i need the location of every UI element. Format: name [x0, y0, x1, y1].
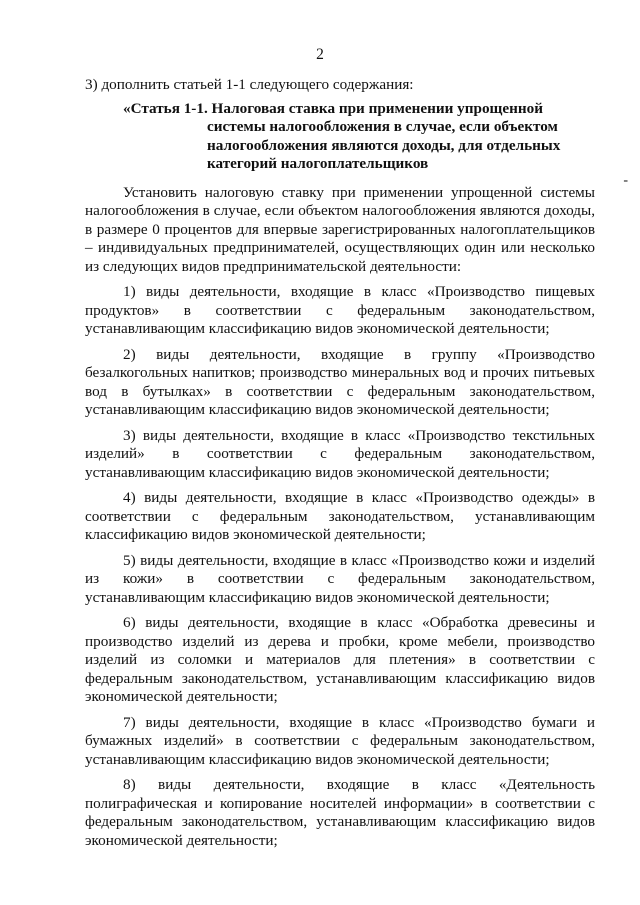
intro-line: 3) дополнить статьей 1-1 следующего содержания: — [85, 76, 414, 93]
list-item: 4) виды деятельности, входящие в класс «Производство одежды» в соответствии с федеральным законодательством, устанавливающим классификацию видов экономической деятельности; — [85, 489, 595, 543]
article-heading — [85, 100, 595, 174]
list-item: 3) виды деятельности, входящие в класс «Производство текстильных изделий» в соответствии с федеральным законодательством, устанавливающим классификацию видов экономической деятельности; — [85, 426, 595, 481]
list-item: 6) виды деятельности, входящие в класс «Обработка древесины и производство изделий из дерева и пробки, кроме мебели, производство изделий из соломки и материалов для плетения» в соответствии с федеральным законодательством, устанавливающим классификацию видов экономической деятельности; — [85, 614, 595, 705]
article-heading-rest: системы налогообложения в случае, если объектом налогообложения являются доходы, для отдельных категорий налогоплательщиков — [207, 118, 561, 172]
article-heading-line1: «Статья 1-1. Налоговая ставка при применении упрощенной — [123, 99, 543, 117]
main-paragraph: Установить налоговую ставку при применении упрощенной системы налогообложения в случае, если объектом налогообложения являются доходы, в размере 0 процентов для впервые зарегистрированных налогоплательщиков – индивидуальных предпринимателей, осуществляющих один или несколько из следующих видов предпринимательской деятельности: — [85, 183, 595, 275]
list-item: 5) виды деятельности, входящие в класс «Производство кожи и изделий из кожи» в соответствии с федеральным законодательством, устанавливающим классификацию видов экономической деятельности; — [85, 551, 595, 606]
page-number: 2 — [316, 46, 324, 63]
document-body — [85, 76, 595, 857]
list-item: 1) виды деятельности, входящие в класс «Производство пищевых продуктов» в соответствии с федеральным законодательством, устанавливающим классификацию видов экономической деятельности; — [85, 283, 595, 337]
list-item: 8) виды деятельности, входящие в класс «Деятельность полиграфическая и копирование носителей информации» в соответствии с федеральным законодательством, устанавливающим классификацию видов экономической деятельности; — [85, 776, 595, 849]
margin-mark: - — [623, 173, 628, 188]
list-item: 7) виды деятельности, входящие в класс «Производство бумаги и бумажных изделий» в соответствии с федеральным законодательством, устанавливающим классификацию видов экономической деятельности; — [85, 713, 595, 768]
list-item: 2) виды деятельности, входящие в группу «Производство безалкогольных напитков; производство минеральных вод и прочих питьевых вод в бутылках» в соответствии с федеральным законодательством, устанавливающим классификацию видов экономической деятельности; — [85, 345, 595, 418]
